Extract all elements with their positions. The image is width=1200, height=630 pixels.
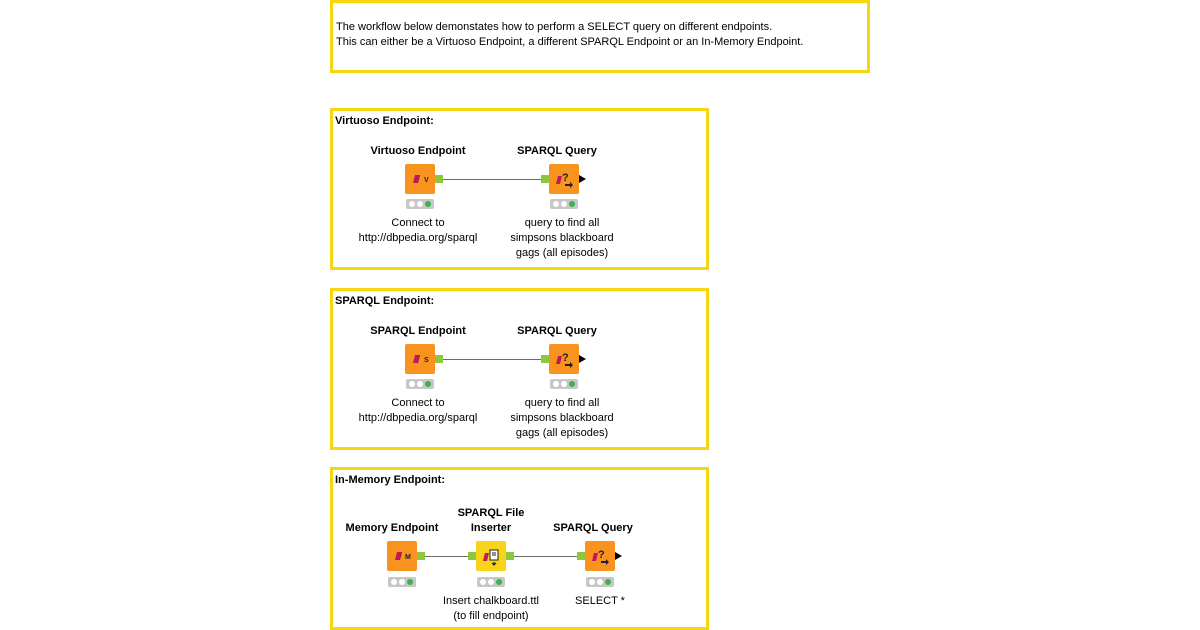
sparql-endpoint-out-port[interactable]: [435, 355, 443, 363]
file-inserter-desc-line-2: (to fill endpoint): [453, 610, 529, 622]
sparql-query-desc-line-3: gags (all episodes): [515, 427, 609, 439]
query-glyph: ?: [598, 549, 605, 561]
sparql-query-icon: [549, 164, 579, 194]
virtuoso-endpoint-node[interactable]: [405, 164, 435, 194]
sparql-query-status: [550, 379, 578, 389]
virtuoso-query-node[interactable]: [549, 164, 579, 194]
memory-query-out-port[interactable]: [615, 552, 622, 560]
sparql-query-icon: [585, 541, 615, 571]
query-glyph: ?: [562, 352, 569, 364]
sparql-query-node[interactable]: [549, 344, 579, 374]
virtuoso-endpoint-node-title: Virtuoso Endpoint: [370, 145, 466, 157]
virtuoso-endpoint-desc-line-1: Connect to: [391, 217, 445, 229]
virtuoso-endpoint-desc-line-2: http://dbpedia.org/sparql: [358, 232, 478, 244]
file-inserter-icon: [476, 541, 506, 571]
memory-connection-1: [425, 556, 468, 557]
sparql-query-node-title: SPARQL Query: [517, 325, 597, 337]
file-inserter-node[interactable]: [476, 541, 506, 571]
memory-glyph-letter: M: [405, 554, 411, 561]
memory-endpoint-icon: [387, 541, 417, 571]
sparql-query-desc-line-1: query to find all: [524, 397, 600, 409]
memory-endpoint-node-title: Memory Endpoint: [345, 522, 439, 534]
memory-query-in-port[interactable]: [577, 552, 585, 560]
virtuoso-query-status: [550, 199, 578, 209]
memory-connection-2: [514, 556, 577, 557]
sparql-query-out-port[interactable]: [579, 355, 586, 363]
memory-query-desc-line-1: SELECT *: [575, 595, 625, 607]
virtuoso-query-node-description: [487, 216, 637, 261]
sparql-endpoint-node[interactable]: [405, 344, 435, 374]
virtuoso-query-in-port[interactable]: [541, 175, 549, 183]
memory-query-node[interactable]: [585, 541, 615, 571]
sparql-query-node-description: [487, 396, 637, 441]
virtuoso-query-desc-line-3: gags (all episodes): [515, 247, 609, 259]
virtuoso-endpoint-icon: [405, 164, 435, 194]
sparql-query-desc-line-2: simpsons blackboard: [510, 412, 614, 424]
memory-endpoint-out-port[interactable]: [417, 552, 425, 560]
file-inserter-title-line-1: SPARQL File: [457, 507, 525, 519]
sparql-endpoint-icon: [405, 344, 435, 374]
memory-endpoint-node[interactable]: [387, 541, 417, 571]
sparql-endpoint-desc-line-1: Connect to: [391, 397, 445, 409]
file-inserter-status: [477, 577, 505, 587]
virtuoso-endpoint-status: [406, 199, 434, 209]
sparql-query-icon: [549, 344, 579, 374]
intro-text: [336, 20, 803, 50]
virtuoso-connection: [443, 179, 541, 180]
memory-query-node-title: SPARQL Query: [553, 522, 633, 534]
file-inserter-title-line-2: Inserter: [470, 522, 512, 534]
sparql-query-in-port[interactable]: [541, 355, 549, 363]
file-inserter-in-port[interactable]: [468, 552, 476, 560]
virtuoso-glyph-letter: V: [424, 177, 429, 184]
memory-endpoint-status: [388, 577, 416, 587]
intro-line-2: This can either be a Virtuoso Endpoint, a different SPARQL Endpoint or an In-Memory Endpoint.: [336, 36, 804, 48]
sparql-connection: [443, 359, 541, 360]
virtuoso-endpoint-out-port[interactable]: [435, 175, 443, 183]
file-inserter-out-port[interactable]: [506, 552, 514, 560]
intro-annotation: [330, 0, 870, 73]
memory-query-node-description: [525, 594, 675, 609]
sparql-endpoint-node-description: [343, 396, 493, 426]
virtuoso-query-desc-line-2: simpsons blackboard: [510, 232, 614, 244]
intro-line-1: The workflow below demonstates how to perform a SELECT query on different endpoints.: [336, 21, 773, 33]
virtuoso-section-title: Virtuoso Endpoint:: [335, 115, 434, 127]
sparql-endpoint-desc-line-2: http://dbpedia.org/sparql: [358, 412, 478, 424]
virtuoso-query-out-port[interactable]: [579, 175, 586, 183]
memory-section-title: In-Memory Endpoint:: [335, 474, 445, 486]
sparql-endpoint-node-title: SPARQL Endpoint: [370, 325, 466, 337]
memory-query-status: [586, 577, 614, 587]
sparql-glyph-letter: S: [424, 357, 429, 364]
sparql-endpoint-status: [406, 379, 434, 389]
virtuoso-query-desc-line-1: query to find all: [524, 217, 600, 229]
sparql-section-title: SPARQL Endpoint:: [335, 295, 435, 307]
virtuoso-query-node-title: SPARQL Query: [517, 145, 597, 157]
file-inserter-desc-line-1: Insert chalkboard.ttl: [443, 595, 539, 607]
query-glyph: ?: [562, 172, 569, 184]
virtuoso-endpoint-node-description: [343, 216, 493, 246]
